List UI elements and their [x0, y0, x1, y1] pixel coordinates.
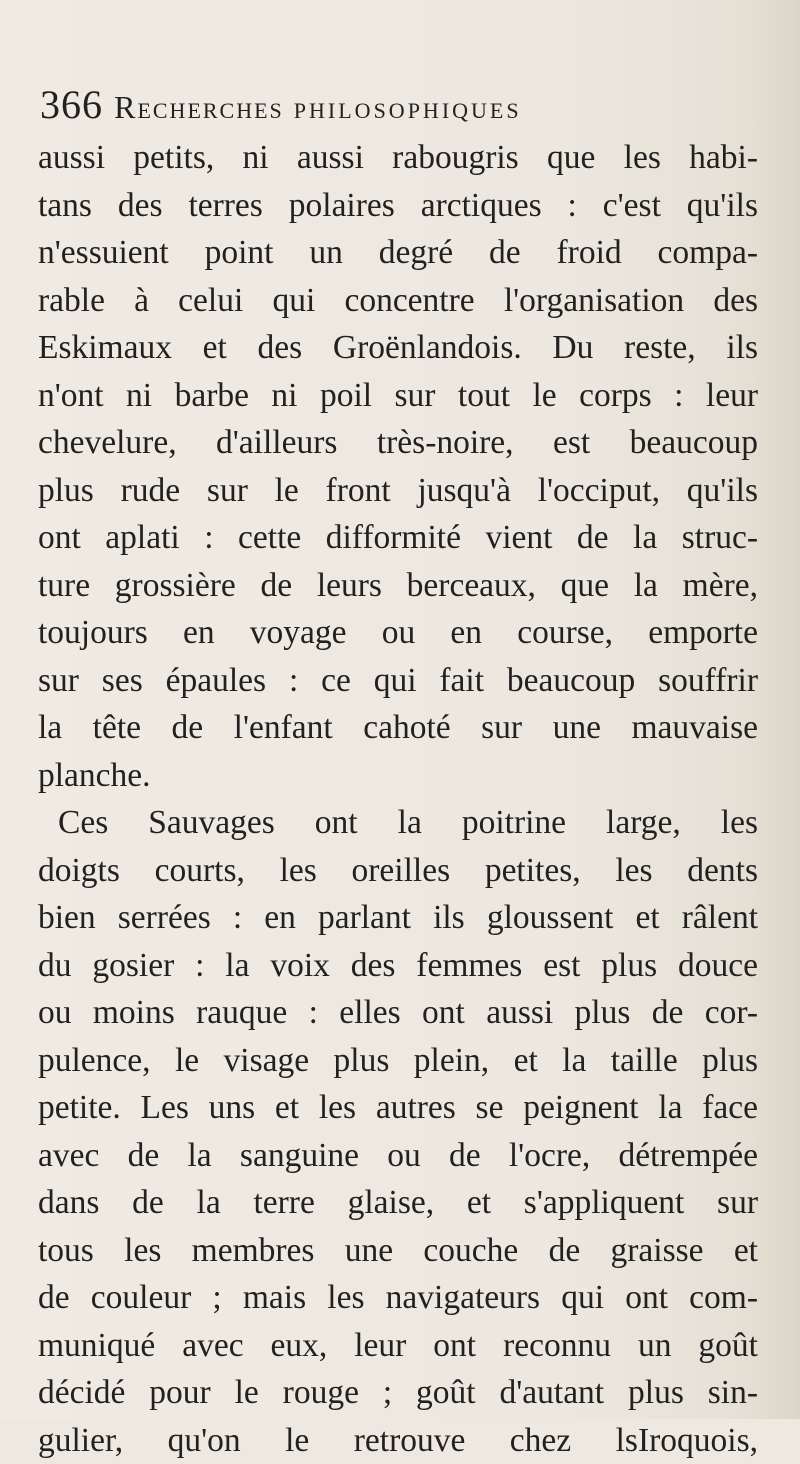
text-line: décidé pour le rouge ; goût d'autant plus sin- [38, 1369, 758, 1417]
text-line-paragraph-start: Ces Sauvages ont la poitrine large, les [38, 799, 758, 847]
text-line: doigts courts, les oreilles petites, les dents [38, 847, 758, 895]
running-head [40, 80, 760, 130]
text-line: avec de la sanguine ou de l'ocre, détrempée [38, 1132, 758, 1180]
text-line: ont aplati : cette difformité vient de la struc- [38, 514, 758, 562]
text-line-paragraph-end: planche. [38, 752, 758, 800]
text-line: aussi petits, ni aussi rabougris que les habi- [38, 134, 758, 182]
text-line: n'ont ni barbe ni poil sur tout le corps : leur [38, 372, 758, 420]
text-line: ture grossière de leurs berceaux, que la mère, [38, 562, 758, 610]
text-line: tous les membres une couche de graisse et [38, 1227, 758, 1275]
text-line: bien serrées : en parlant ils gloussent et râlent [38, 894, 758, 942]
text-line: ou moins rauque : elles ont aussi plus de cor- [38, 989, 758, 1037]
running-title-main: Recherches [114, 89, 284, 125]
text-line: toujours en voyage ou en course, emporte [38, 609, 758, 657]
text-line: sur ses épaules : ce qui fait beaucoup souffrir [38, 657, 758, 705]
text-line: pulence, le visage plus plein, et la taille plus [38, 1037, 758, 1085]
text-line: chevelure, d'ailleurs très-noire, est beaucoup [38, 419, 758, 467]
text-line: de couleur ; mais les navigateurs qui ont com- [38, 1274, 758, 1322]
running-title-sub: PHILOSOPHIQUES [294, 98, 522, 123]
text-line: du gosier : la voix des femmes est plus douce [38, 942, 758, 990]
text-line: rable à celui qui concentre l'organisation des [38, 277, 758, 325]
text-line: tans des terres polaires arctiques : c'est qu'ils [38, 182, 758, 230]
page-number: 366 [40, 82, 103, 127]
text-line: petite. Les uns et les autres se peignent la face [38, 1084, 758, 1132]
text-line: Eskimaux et des Groënlandois. Du reste, ils [38, 324, 758, 372]
text-line: muniqué avec eux, leur ont reconnu un goût [38, 1322, 758, 1370]
body-text [38, 134, 758, 1464]
text-line: dans de la terre glaise, et s'appliquent sur [38, 1179, 758, 1227]
text-line: gulier, qu'on le retrouve chez lsIroquois, [38, 1417, 758, 1464]
text-line: n'essuient point un degré de froid compa- [38, 229, 758, 277]
text-line: plus rude sur le front jusqu'à l'occiput, qu'ils [38, 467, 758, 515]
text-line: la tête de l'enfant cahoté sur une mauvaise [38, 704, 758, 752]
running-title [114, 89, 522, 125]
